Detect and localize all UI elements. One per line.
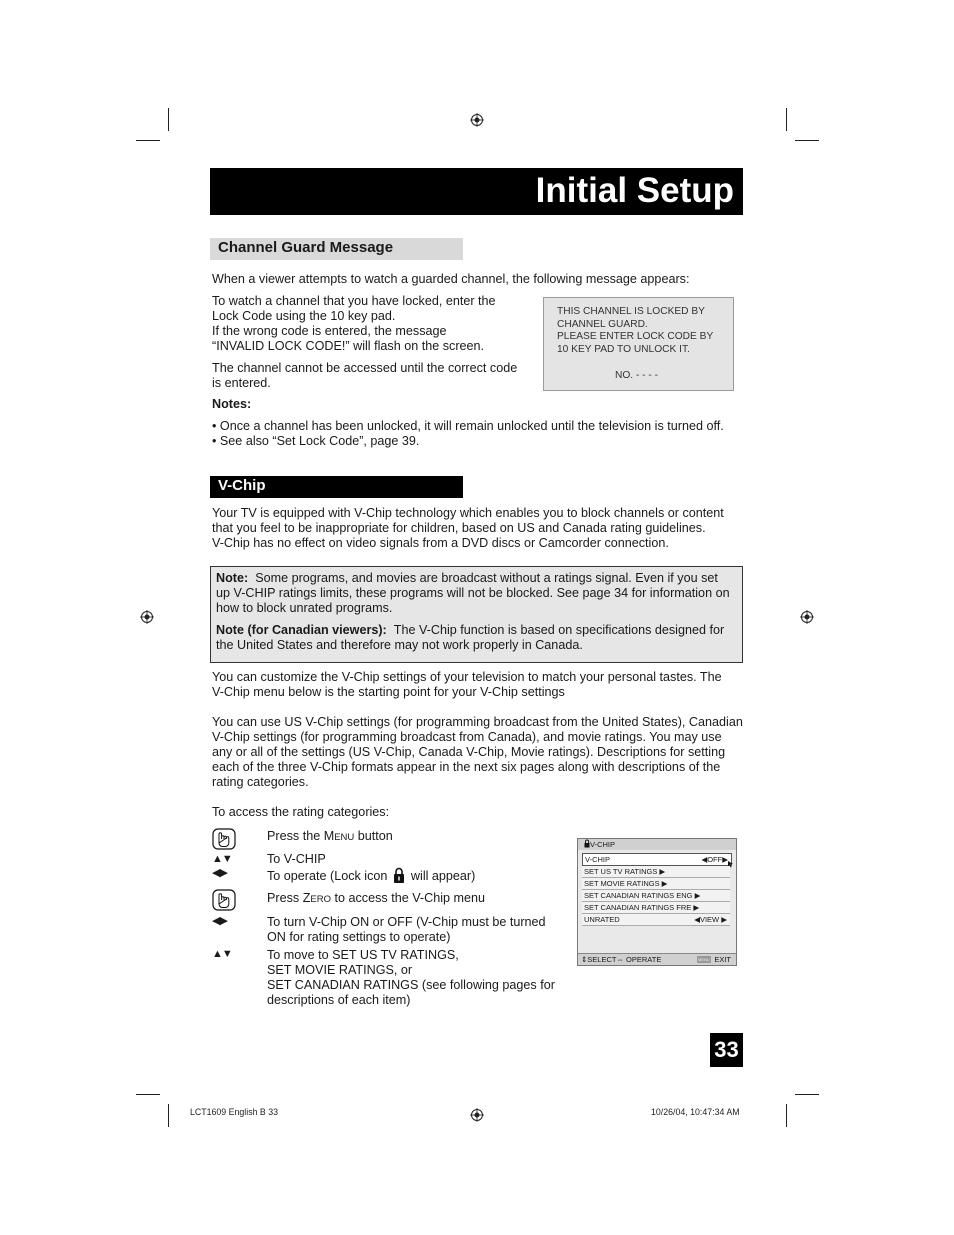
menu-key-icon: MENU — [698, 957, 710, 962]
section-heading-label: Channel Guard Message — [218, 239, 394, 256]
text-line: THIS CHANNEL IS LOCKED BY — [557, 306, 705, 317]
lock-icon — [393, 867, 405, 884]
menu-row-unrated[interactable] — [582, 914, 730, 926]
text-line: CHANNEL GUARD. — [557, 318, 648, 330]
text-line: To V-CHIP — [267, 852, 326, 866]
hand-press-icon — [212, 828, 236, 850]
text-line: any or all of the settings (US V-Chip, Canada V-Chip, Movie ratings). Descriptions for setting — [212, 745, 726, 759]
text-line — [267, 867, 475, 884]
text-line: how to block unrated programs. — [216, 601, 393, 615]
menu-row-canadian-fre[interactable] — [582, 902, 730, 914]
vchip-menu-screenshot — [577, 838, 737, 966]
step-toggle-vchip — [267, 915, 546, 945]
text-line: To turn V-Chip ON or OFF (V-Chip must be turned — [267, 915, 546, 929]
crop-mark — [786, 108, 787, 131]
menu-row-us-tv-ratings[interactable] — [582, 866, 730, 878]
text-line: To watch a channel that you have locked, enter the — [212, 294, 496, 308]
text-line: Lock Code using the 10 key pad. — [212, 309, 396, 323]
crop-mark — [168, 1104, 169, 1127]
channel-locked-message-box — [543, 297, 734, 391]
menu-row-movie-ratings[interactable] — [582, 878, 730, 890]
footer-left: LCT1609 English B 33 — [190, 1107, 279, 1117]
text-line: the United States and therefore may not work properly in Canada. — [216, 638, 583, 652]
menu-title-bar — [578, 839, 736, 850]
menu-row-canadian-eng[interactable] — [582, 890, 730, 902]
text-line: that you feel to be inappropriate for children, based on US and Canada rating guidelines. — [212, 521, 706, 535]
text-line: up V-CHIP ratings limits, these programs will not be blocked. See page 34 for information on — [216, 586, 730, 600]
channel-guard-para1 — [212, 294, 496, 354]
menu-row-label: SET MOVIE RATINGS ▶ — [584, 879, 668, 888]
zero-key-label: Z — [302, 891, 311, 905]
note-general — [216, 571, 730, 616]
menu-row-label: V-CHIP — [585, 855, 611, 864]
text-line: is entered. — [212, 376, 271, 390]
menu-row-label: UNRATED — [584, 915, 620, 924]
left-right-arrows-icon: ◀▶ — [212, 915, 227, 927]
text-span: button — [354, 829, 393, 843]
text-span: Press — [267, 891, 303, 905]
text-line: Your TV is equipped with V-Chip technology which enables you to block channels or content — [212, 506, 724, 520]
note-box — [210, 566, 743, 663]
notes-label: Notes: — [212, 397, 252, 411]
text-line: 10 KEY PAD TO UNLOCK IT. — [557, 344, 690, 356]
crop-mark — [795, 1094, 819, 1095]
crop-mark — [168, 108, 169, 131]
text-line: SET CANADIAN RATINGS (see following pages for — [267, 978, 555, 992]
text-line — [216, 571, 730, 586]
note-label: Note (for Canadian viewers): — [216, 623, 387, 637]
text-line: ON for rating settings to operate) — [267, 930, 451, 944]
note-label: Note: — [216, 571, 249, 585]
access-label: To access the rating categories: — [212, 805, 390, 819]
menu-row-value: ◀VIEW ▶ — [694, 915, 727, 924]
up-down-arrows-icon: ▲▼ — [212, 853, 232, 865]
notes-list — [212, 419, 724, 449]
text-line: To move to SET US TV RATINGS, — [267, 948, 459, 962]
registration-mark-icon — [470, 1108, 484, 1122]
menu-title: V-CHIP — [590, 840, 616, 849]
zero-key-label-smallcaps: ERO — [310, 894, 331, 905]
menu-row-vchip[interactable] — [582, 853, 732, 866]
menu-footer-exit: EXIT — [714, 955, 731, 964]
section-heading-label: V-Chip — [218, 477, 266, 494]
section-heading-vchip — [210, 476, 463, 498]
menu-footer-left: ⇕SELECT⇔ OPERATE — [581, 955, 662, 964]
text-line: You can use US V-Chip settings (for programming broadcast from the United States), Canadian — [212, 715, 743, 729]
menu-key-label-smallcaps: ENU — [334, 832, 355, 843]
text-line: PLEASE ENTER LOCK CODE BY — [557, 331, 714, 343]
text-line — [216, 623, 724, 638]
registration-mark-icon — [470, 113, 484, 127]
list-item: • See also “Set Lock Code”, page 39. — [212, 434, 420, 448]
step-press-menu — [267, 829, 393, 845]
note-canadian — [216, 623, 724, 653]
up-down-arrows-icon: ▲▼ — [212, 948, 232, 960]
text-span: will appear) — [410, 869, 476, 883]
text-line: descriptions of each item) — [267, 993, 411, 1007]
menu-row-value: ◀OFF▶ — [701, 855, 728, 864]
text-line: V-Chip menu below is the starting point for your V-Chip settings — [212, 685, 565, 699]
list-item: • Once a channel has been unlocked, it will remain unlocked until the television is turned off. — [212, 419, 724, 433]
hand-press-icon — [212, 889, 236, 911]
page-title: Initial Setup — [535, 171, 734, 210]
text-line: V-Chip has no effect on video signals from a DVD discs or Camcorder connection. — [212, 536, 669, 550]
crop-mark — [136, 140, 160, 141]
text-span: to access the V-Chip menu — [331, 891, 486, 905]
crop-mark — [136, 1094, 160, 1095]
registration-mark-icon — [140, 610, 154, 624]
left-right-arrows-icon: ◀▶ — [212, 867, 227, 879]
text-line: rating categories. — [212, 775, 309, 789]
step-to-vchip — [267, 852, 475, 884]
message-text — [557, 306, 713, 357]
menu-row-label: SET CANADIAN RATINGS FRE ▶ — [584, 903, 700, 912]
lock-code-entry: NO. - - - - — [615, 370, 659, 381]
step-move-ratings — [267, 948, 555, 1008]
text-line: V-Chip settings (for programming broadcast from Canada), and movie ratings. You may use — [212, 730, 722, 744]
text-line: SET MOVIE RATINGS, or — [267, 963, 413, 977]
page-header — [210, 168, 743, 215]
channel-guard-para2 — [212, 361, 517, 391]
text-span: Some programs, and movies are broadcast without a ratings signal. Even if you set — [255, 571, 718, 585]
text-line: each of the three V-Chip formats appear in the next six pages along with descriptions of the — [212, 760, 721, 774]
vchip-settings-para — [212, 715, 743, 790]
crop-mark — [786, 1104, 787, 1127]
crop-mark — [795, 140, 819, 141]
menu-row-label: SET CANADIAN RATINGS ENG ▶ — [584, 891, 701, 900]
menu-key-label: M — [323, 829, 335, 843]
channel-guard-intro: When a viewer attempts to watch a guarded channel, the following message appears: — [212, 272, 690, 286]
section-heading-channel-guard — [210, 238, 463, 260]
registration-mark-icon — [800, 610, 814, 624]
text-line: You can customize the V-Chip settings of your television to match your personal tastes. The — [212, 670, 722, 684]
text-span: To operate (Lock icon — [267, 869, 388, 883]
step-press-zero — [267, 891, 485, 907]
page-number: 33 — [710, 1033, 743, 1067]
text-line: If the wrong code is entered, the message — [212, 324, 447, 338]
text-line: “INVALID LOCK CODE!” will flash on the screen. — [212, 339, 485, 353]
text-span: The V-Chip function is based on specifications designed for — [393, 623, 725, 637]
vchip-customize-para — [212, 670, 722, 700]
text-line: The channel cannot be accessed until the correct code — [212, 361, 518, 375]
footer-right: 10/26/04, 10:47:34 AM — [651, 1107, 740, 1117]
vchip-intro — [212, 506, 724, 551]
menu-row-label: SET US TV RATINGS ▶ — [584, 867, 666, 876]
text-span: Press the — [267, 829, 324, 843]
menu-footer-bar — [578, 953, 736, 965]
